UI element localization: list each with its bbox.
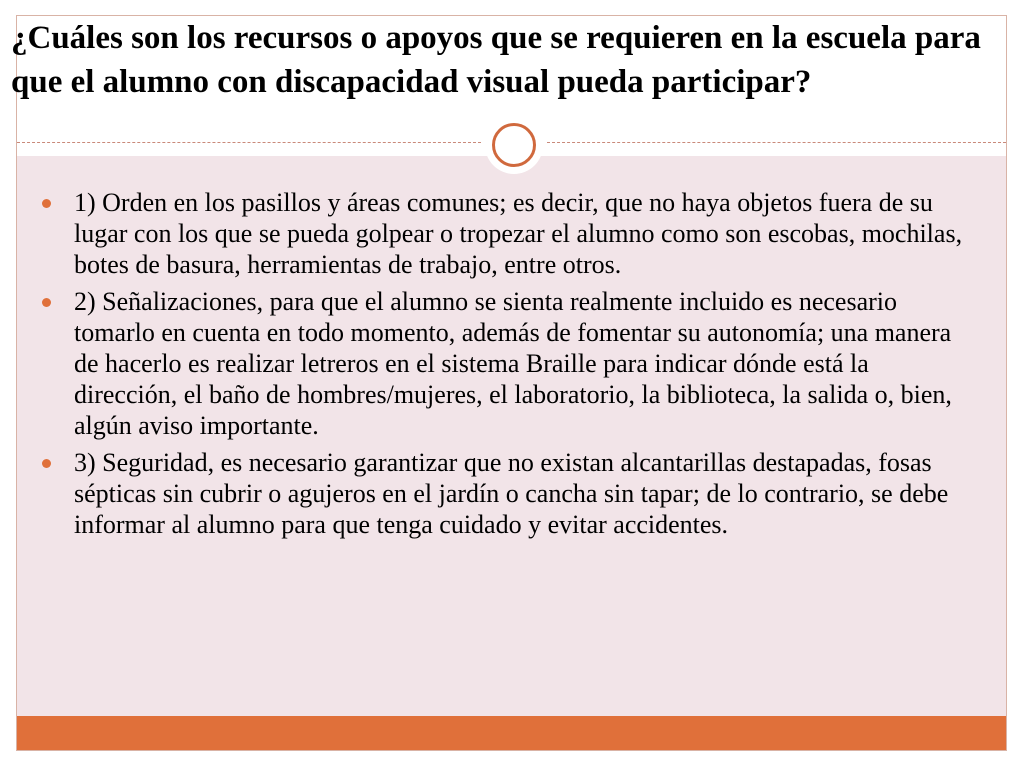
bullet-text: 3) Seguridad, es necesario garantizar que no existan alcantarillas destapadas, fosas sépticas sin cubrir o agujeros en el jardín o cancha sin tapar; de lo contrario, se debe informar al alumno para que tenga cuidado y evitar accidentes. (74, 448, 949, 539)
bullet-dot-icon (42, 298, 51, 307)
list-item (32, 447, 972, 540)
bottom-accent-bar (17, 716, 1006, 750)
title-divider-right (547, 142, 1006, 143)
title-divider-left (17, 142, 481, 143)
bullet-text: 1) Orden en los pasillos y áreas comunes; es decir, que no haya objetos fuera de su lugar con los que se pueda golpear o tropezar el alumno como son escobas, mochilas, botes de basura, herramientas de trabajo, entre otros. (74, 188, 963, 279)
list-item (32, 187, 972, 280)
bullet-list (32, 187, 972, 546)
bullet-dot-icon (42, 199, 51, 208)
bullet-dot-icon (42, 459, 51, 468)
list-item (32, 286, 972, 441)
divider-ornament (485, 116, 543, 174)
bullet-text: 2) Señalizaciones, para que el alumno se sienta realmente incluido es necesario tomarlo en cuenta en todo momento, además de fomentar su autonomía; una manera de hacerlo es realizar letreros en el sistema Braille para indicar dónde está la dirección, el baño de hombres/mujeres, el laboratorio, la biblioteca, la salida o, bien, algún aviso importante. (74, 287, 952, 440)
slide-title: ¿Cuáles son los recursos o apoyos que se requieren en la escuela para que el alumno con discapacidad visual pueda participar? (11, 20, 981, 100)
ornament-ring-icon (492, 123, 536, 167)
